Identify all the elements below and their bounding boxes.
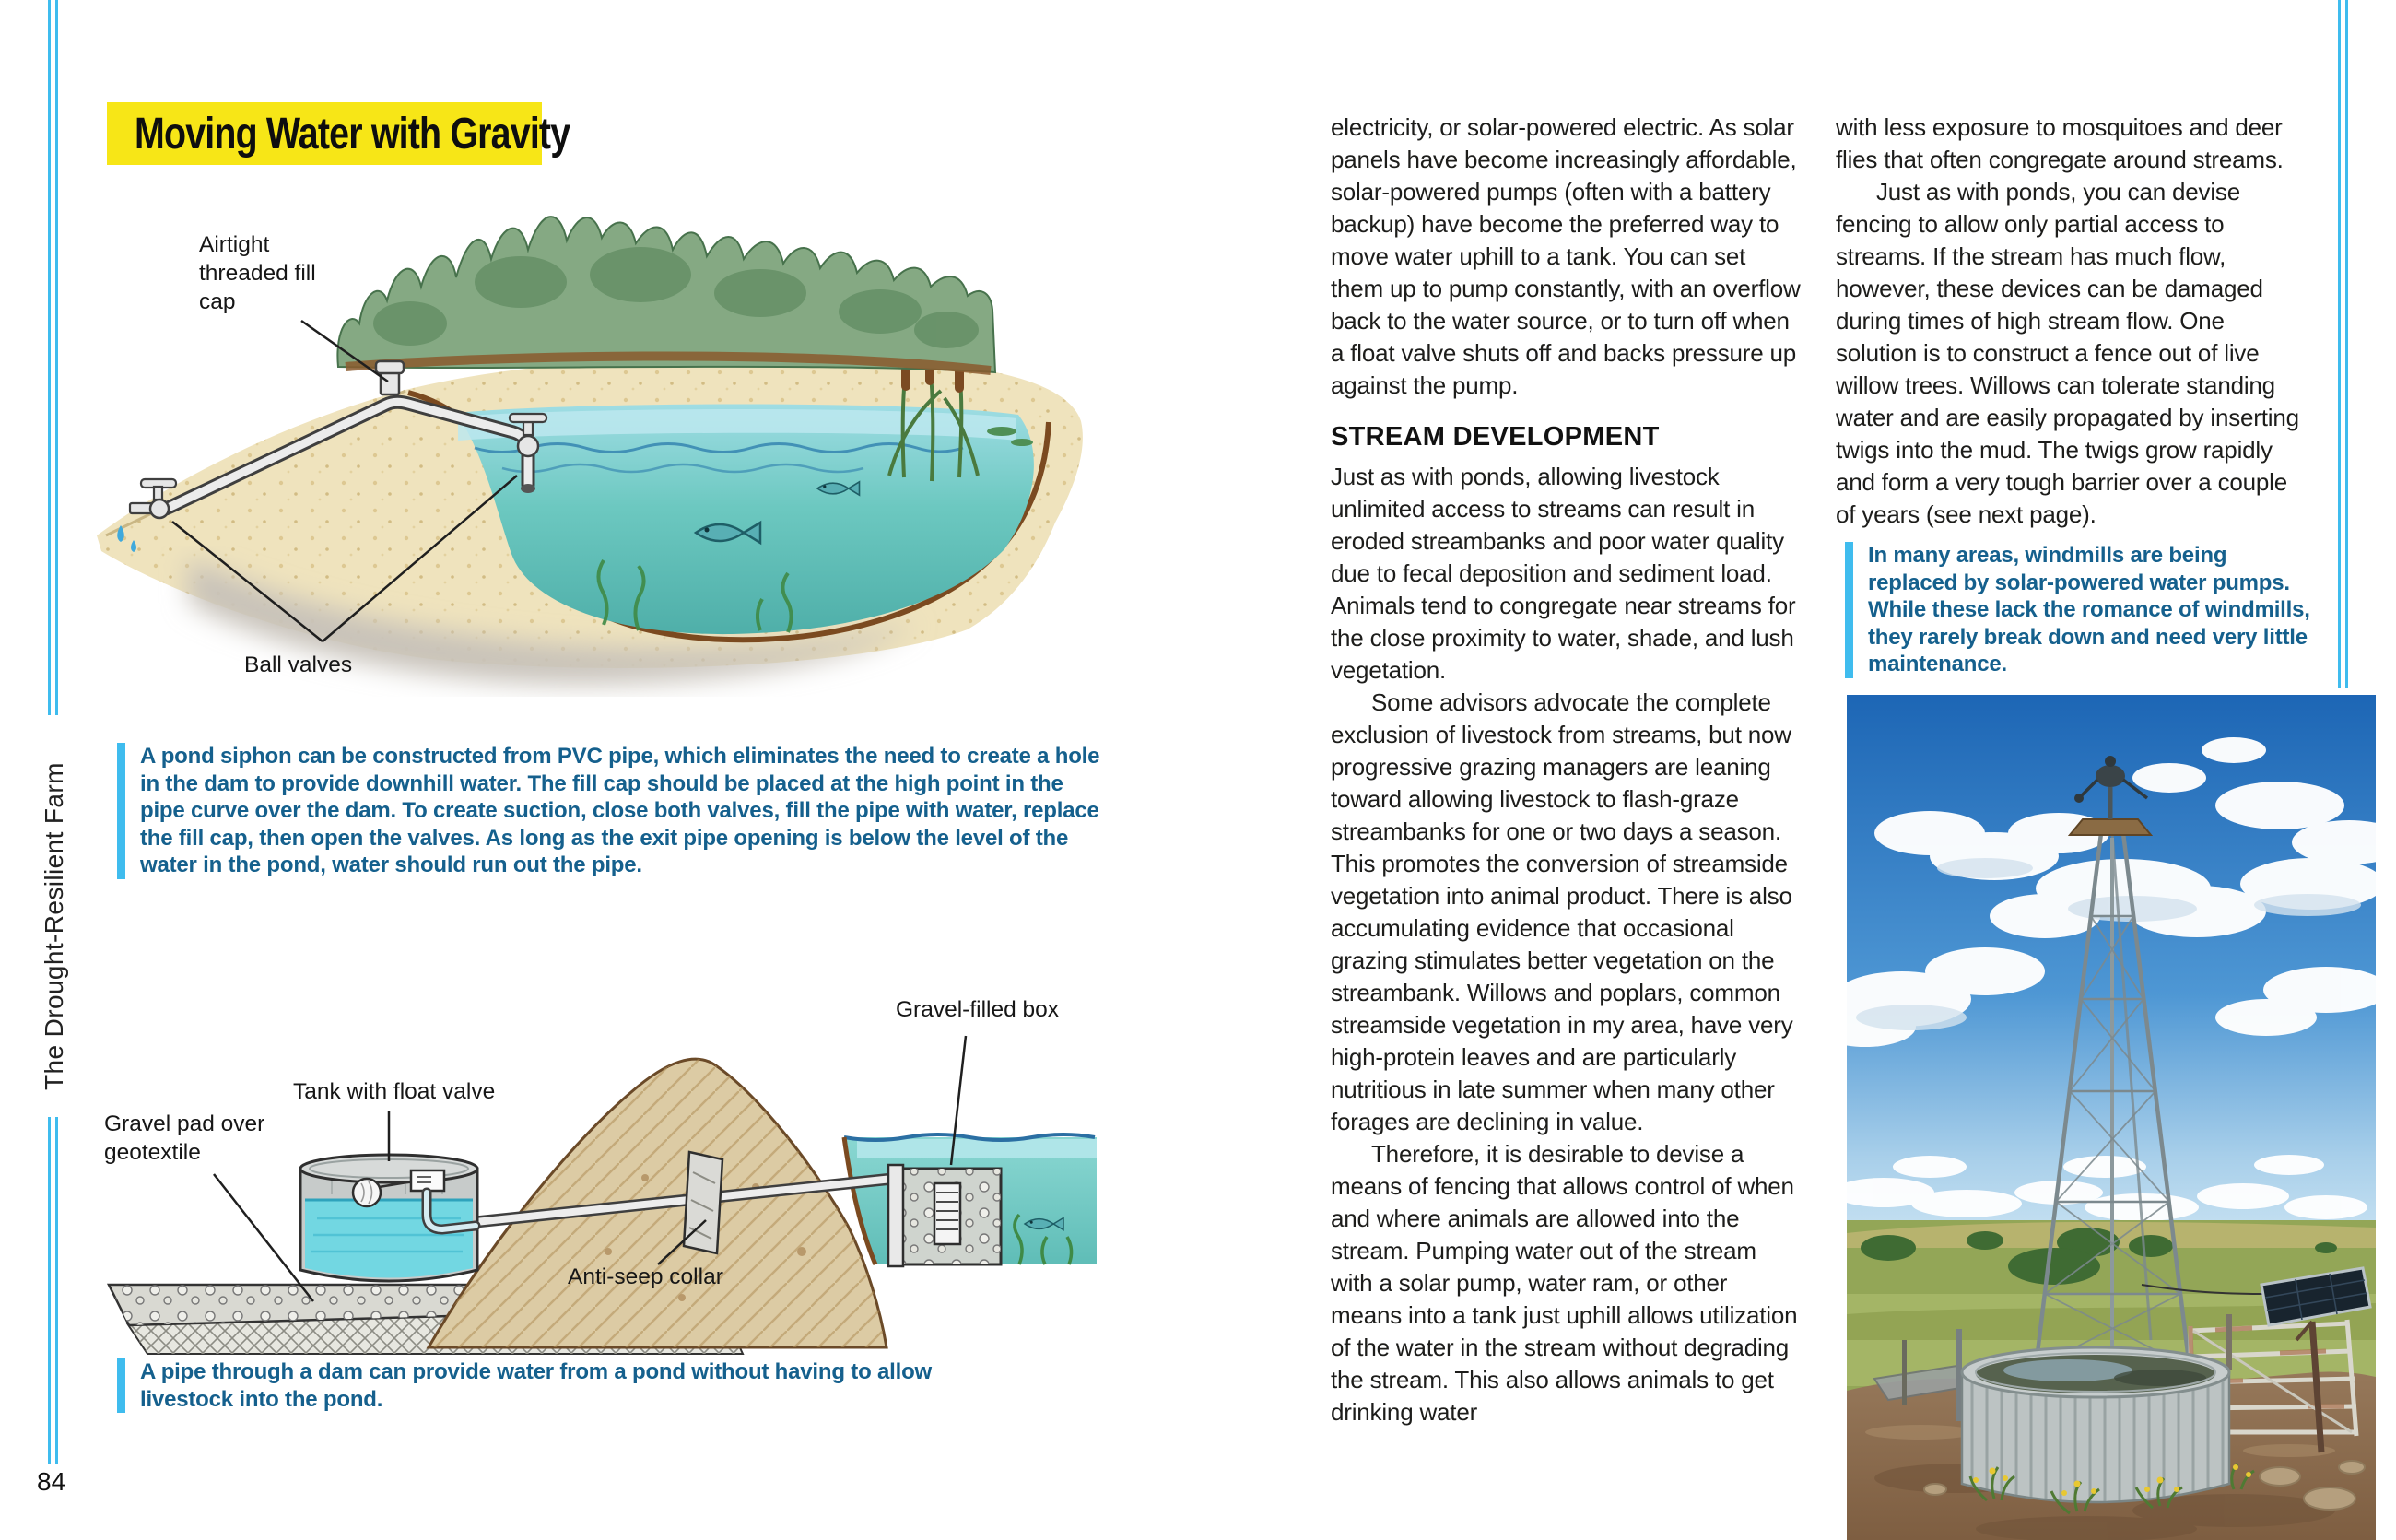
body-paragraph: Just as with ponds, allowing livestock unlimited access to streams can result in eroded streambanks and poor water quality due to fecal deposition and sediment load. Animals tend to congregate near streams for the close proximity to water, shade, and lush vegetation.	[1331, 463, 1796, 684]
right-edge-rule	[2345, 0, 2348, 688]
left-edge-rule	[48, 0, 51, 715]
body-paragraph: Just as with ponds, you can devise fencing to allow only partial access to streams. If the stream has much flow, however, these devices can be damaged during times of high stream flow. One solution is to construct a fence out of live willow trees. Willows can tolerate standing water and are easily propagated by inserting twigs into the mud. The twigs grow rapidly and form a very tough barrier over a couple of years (see next page).	[1836, 178, 2299, 528]
diagram-label-gravel-box: Gravel-filled box	[896, 997, 1060, 1022]
diagram-label-ball-valves: Ball valves	[244, 652, 353, 677]
text-column-1	[1331, 112, 1803, 1428]
diagram-label-tank: Tank with float valve	[293, 1079, 496, 1104]
diagram-label-fill-cap: Airtight threaded fill cap	[199, 232, 316, 314]
text-column-2	[1836, 112, 2308, 531]
diagram-label-gravel-pad: Gravel pad over geotextile	[104, 1111, 265, 1165]
windmill-photo-caption: In many areas, windmills are being replaced by solar-powered water pumps. While these lack the romance of windmills, they rarely break down and need very little maintenance.	[1845, 542, 2321, 678]
body-paragraph: Therefore, it is desirable to devise a means of fencing that allows control of when and where animals are allowed into the stream. Pumping water out of the stream with a solar pump, water ram, or other means into a tank just uphill allows utilization of the water in the stream without degrading the stream. This also allows animals to get drinking water	[1331, 1140, 1798, 1426]
body-paragraph: with less exposure to mosquitoes and deer flies that often congregate around streams.	[1836, 113, 2284, 173]
section-title-badge	[107, 102, 570, 165]
left-edge-rule	[55, 0, 58, 715]
diagram-label-anti-seep: Anti-seep collar	[568, 1264, 723, 1289]
book-title-sidebar: The Drought-Resilient Farm	[40, 762, 68, 1090]
left-edge-rule	[55, 1117, 58, 1464]
section-heading: STREAM DEVELOPMENT	[1331, 422, 1660, 452]
page-number: 84	[37, 1467, 66, 1496]
section-title: Moving Water with Gravity	[135, 109, 570, 159]
siphon-caption: A pond siphon can be constructed from PVC pipe, which eliminates the need to create a hole in the dam to provide downhill water. The fill cap should be placed at the high point in the pipe curve over the dam. To create suction, close both valves, fill the pipe with water, replace the fill cap, then open the valves. As long as the exit pipe opening is below the level of the water in the pond, water should run out the pipe.	[117, 743, 1113, 879]
body-paragraph: Some advisors advocate the complete exclusion of livestock from streams, but now progressive grazing managers are leaning toward allowing livestock to flash-graze streambanks for one or two days a season. This promotes the conversion of streamside vegetation into animal product. There is also accumulating evidence that occasional grazing stimulates better vegetation on the streambank. Willows and poplars, common streamside vegetation in my area, have very high-protein leaves and are particularly nutritious in late summer when many other forages are declining in value.	[1331, 688, 1793, 1135]
left-edge-rule	[48, 1117, 51, 1464]
dam-pipe-caption: A pipe through a dam can provide water from a pond without having to allow livestock into the pond.	[117, 1358, 1006, 1413]
body-paragraph: electricity, or solar-powered electric. As solar panels have become increasingly affordable, solar-powered pumps (often with a battery backup) have become the preferred way to move water uphill to a tank. You can set them up to pump constantly, with an overflow back to the water source, or to turn off when a float valve shuts off and backs pressure up against the pump.	[1331, 113, 1801, 399]
windmill-photo	[1847, 695, 2376, 1540]
right-edge-rule	[2338, 0, 2341, 688]
